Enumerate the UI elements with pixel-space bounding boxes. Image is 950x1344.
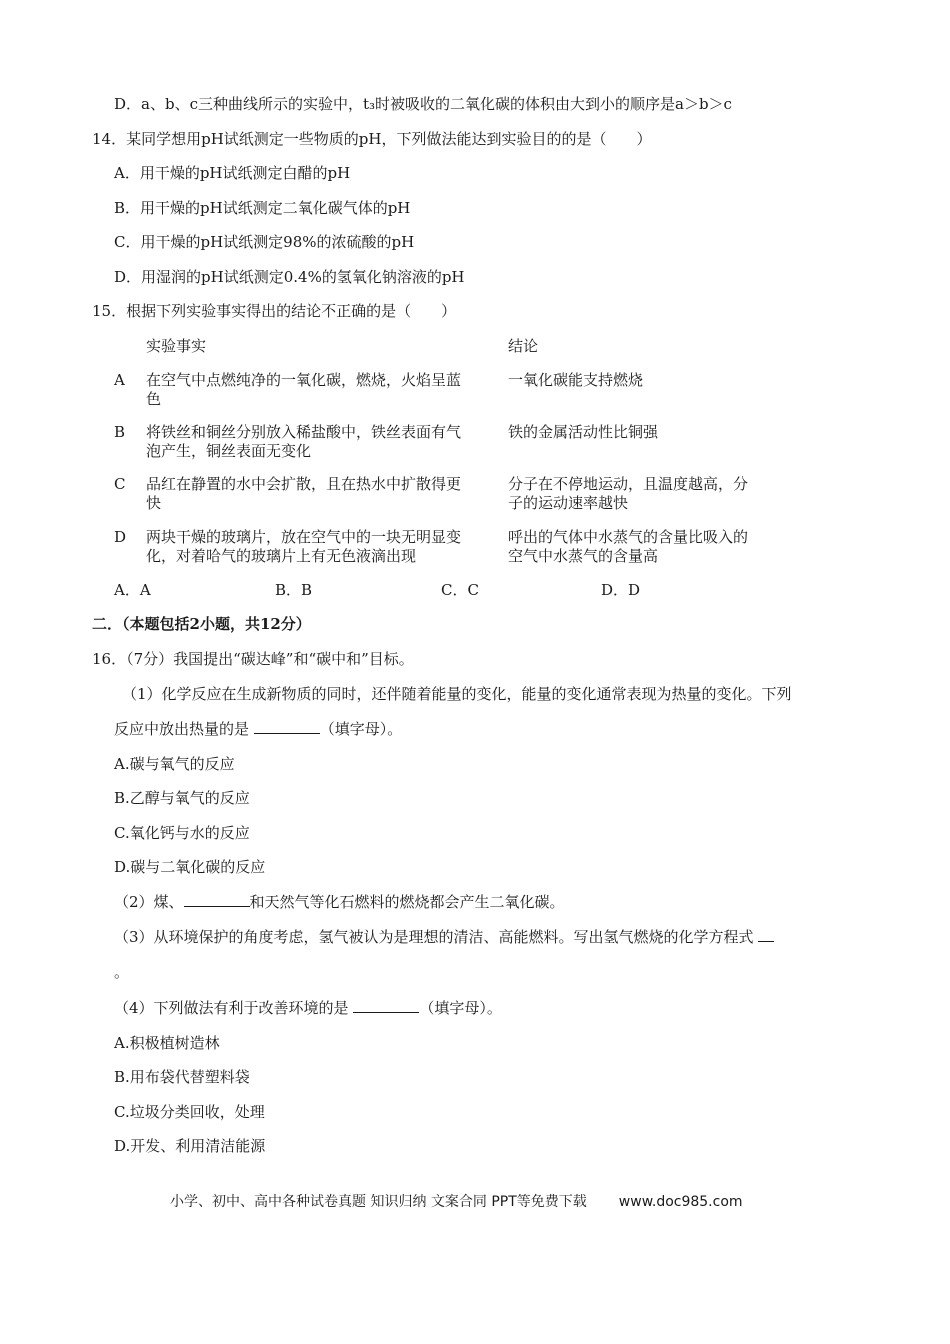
q16-part4	[114, 998, 502, 1018]
q15-option-b: B．B	[275, 581, 313, 599]
q16-part4-text: （4）下列做法有利于改善环境的是	[114, 999, 354, 1017]
q16-part3-line1	[114, 927, 774, 947]
q16-part4-hint: （填字母）。	[419, 999, 502, 1017]
row-label: B	[114, 423, 126, 441]
row-conclusion-line1: 分子在不停地运动，且温度越高，分	[508, 475, 749, 493]
q16-part2-rest: 和天然气等化石燃料的燃烧都会产生二氧化碳。	[249, 893, 565, 911]
row-fact-line2: 快	[146, 494, 162, 512]
q13-option-d: D．a、b、c三种曲线所示的实验中，t₃时被吸收的二氧化碳的体积由大到小的顺序是a＞b＞c	[114, 95, 732, 113]
row-fact-line1: 品红在静置的水中会扩散，且在热水中扩散得更	[146, 475, 462, 493]
row-conclusion-line2: 子的运动速率越快	[508, 494, 629, 512]
q16-part1-line1: （1）化学反应在生成新物质的同时，还伴随着能量的变化，能量的变化通常表现为热量的变化。下列	[122, 685, 792, 703]
answer-blank[interactable]	[254, 719, 320, 734]
row-conclusion-line1: 一氧化碳能支持燃烧	[508, 371, 644, 389]
row-fact-line1: 将铁丝和铜丝分别放入稀盐酸中，铁丝表面有气	[146, 423, 462, 441]
row-label: D	[114, 528, 127, 546]
q16-part1-option-b: B.乙醇与氧气的反应	[114, 789, 250, 807]
row-conclusion-line2: 空气中水蒸气的含量高	[508, 547, 659, 565]
footer-url[interactable]: www.doc985.com	[618, 1194, 743, 1210]
q16-part1-option-a: A.碳与氧气的反应	[114, 755, 235, 773]
q14-option-d: D．用湿润的pH试纸测定0.4%的氢氧化钠溶液的pH	[114, 268, 465, 286]
q16-part1-option-c: C.氧化钙与水的反应	[114, 824, 250, 842]
q16-part2	[114, 892, 565, 912]
q16-part1-hint: （填字母）。	[319, 720, 403, 738]
q15-stem: 15．根据下列实验事实得出的结论不正确的是（ ）	[92, 302, 457, 320]
table-header-fact: 实验事实	[146, 337, 207, 355]
footer-text: 小学、初中、高中各种试卷真题 知识归纳 文案合同 PPT等免费下载	[170, 1194, 587, 1210]
answer-blank[interactable]	[758, 927, 774, 942]
q16-part3-line2: 。	[114, 963, 130, 981]
q14-option-a: A．用干燥的pH试纸测定白醋的pH	[114, 164, 351, 182]
q15-option-c: C．C	[441, 581, 479, 599]
row-fact-line2: 泡产生，铜丝表面无变化	[146, 442, 312, 460]
q15-option-d: D．D	[601, 581, 641, 599]
row-fact-line1: 两块干燥的玻璃片，放在空气中的一块无明显变	[146, 528, 462, 546]
q16-part1-line2	[114, 719, 402, 739]
q16-part4-option-d: D.开发、利用清洁能源	[114, 1137, 266, 1155]
q16-part4-option-c: C.垃圾分类回收，处理	[114, 1103, 265, 1121]
row-conclusion-line1: 呼出的气体中水蒸气的含量比吸入的	[508, 528, 749, 546]
q16-stem: 16．（7分）我国提出“碳达峰”和“碳中和”目标。	[92, 650, 414, 668]
q16-part4-option-a: A.积极植树造林	[114, 1034, 220, 1052]
q14-option-b: B．用干燥的pH试纸测定二氧化碳气体的pH	[114, 199, 411, 217]
page-footer	[170, 1191, 743, 1211]
table-header-conclusion: 结论	[508, 337, 539, 355]
q16-part1-option-d: D.碳与二氧化碳的反应	[114, 858, 266, 876]
q16-part4-option-b: B.用布袋代替塑料袋	[114, 1068, 250, 1086]
q15-option-a: A．A	[114, 581, 151, 599]
section-title: 二．（本题包括2小题，共12分）	[92, 615, 311, 633]
row-label: C	[114, 475, 126, 493]
row-label: A	[114, 371, 125, 389]
row-fact-line2: 化，对着哈气的玻璃片上有无色液滴出现	[146, 547, 417, 565]
q16-part1-text: 反应中放出热量的是	[114, 720, 254, 738]
answer-blank[interactable]	[353, 998, 419, 1013]
answer-blank[interactable]	[184, 892, 250, 907]
q14-option-c: C．用干燥的pH试纸测定98%的浓硫酸的pH	[114, 233, 415, 251]
q14-stem: 14．某同学想用pH试纸测定一些物质的pH，下列做法能达到实验目的的是（ ）	[92, 130, 652, 148]
row-conclusion-line1: 铁的金属活动性比铜强	[508, 423, 659, 441]
row-fact-line2: 色	[146, 390, 162, 408]
row-fact-line1: 在空气中点燃纯净的一氧化碳，燃烧，火焰呈蓝	[146, 371, 462, 389]
q16-part2-text: （2）煤、	[114, 893, 184, 911]
q16-part3-text: （3）从环境保护的角度考虑，氢气被认为是理想的清洁、高能燃料。写出氢气燃烧的化学方程式	[114, 928, 759, 946]
